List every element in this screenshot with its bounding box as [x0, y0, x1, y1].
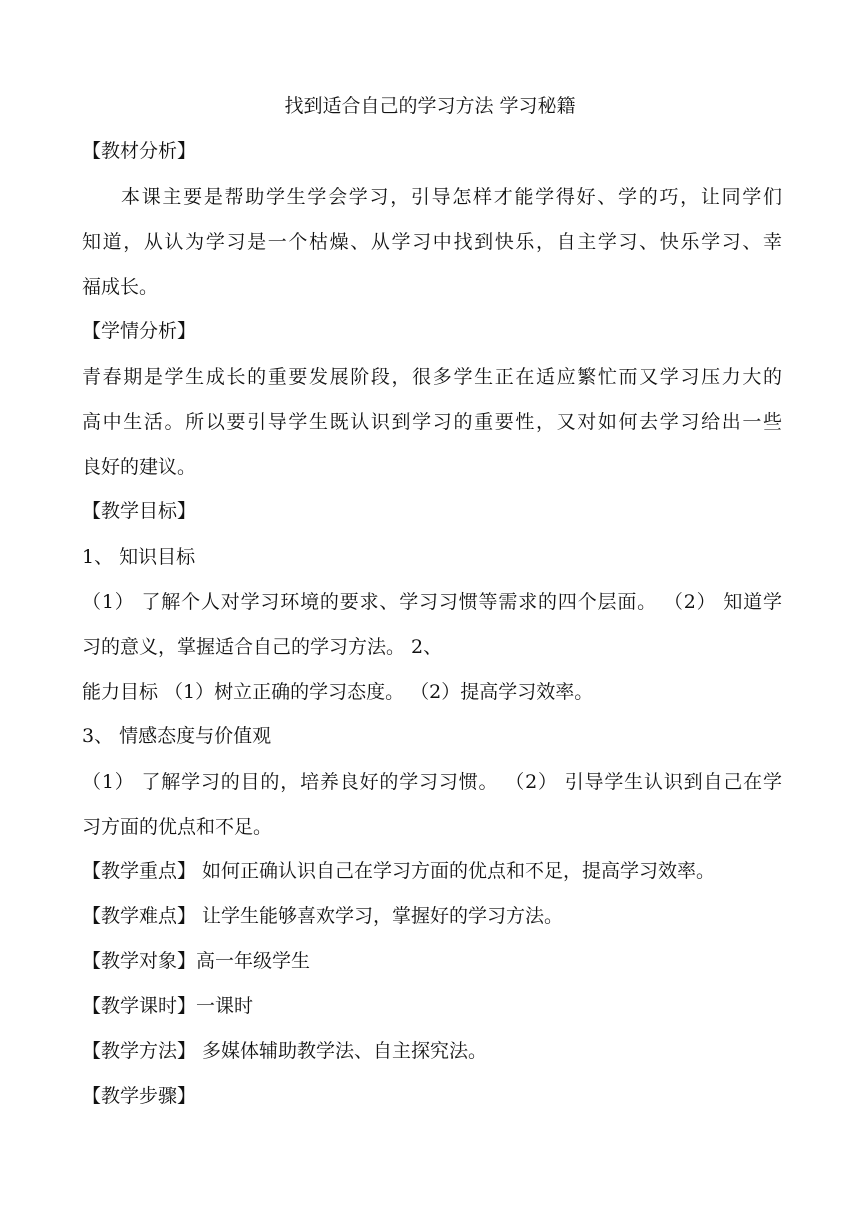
goal-line: 习的意义，掌握适合自己的学习方法。 2、 — [82, 636, 443, 658]
paragraph-line: 高中生活。所以要引导学生既认识到学习的重要性，又对如何去学习给出一些 — [82, 411, 782, 433]
paragraph-line: 青春期是学生成长的重要发展阶段，很多学生正在适应繁忙而又学习压力大的 — [82, 366, 782, 388]
document-title: 找到适合自己的学习方法 学习秘籍 — [284, 95, 576, 117]
goal-line: 1、 知识目标 — [82, 546, 196, 568]
goal-line: 习方面的优点和不足。 — [82, 816, 273, 838]
paragraph-line: 本课主要是帮助学生学会学习，引导怎样才能学得好、学的巧，让同学们 — [121, 186, 782, 208]
difficulties-line: 【教学难点】 让学生能够喜欢学习，掌握好的学习方法。 — [82, 905, 564, 927]
audience-line: 【教学对象】高一年级学生 — [82, 950, 311, 972]
methods-line: 【教学方法】 多媒体辅助教学法、自主探究法。 — [82, 1040, 488, 1062]
paragraph-line: 良好的建议。 — [82, 456, 197, 478]
paragraph-line: 知道，从认为学习是一个枯燥、从学习中找到快乐，自主学习、快乐学习、幸 — [82, 231, 782, 253]
key-points-line: 【教学重点】 如何正确认识自己在学习方面的优点和不足，提高学习效率。 — [82, 860, 716, 882]
section-heading-student-analysis: 【学情分析】 — [82, 320, 197, 342]
goal-line: （1） 了解个人对学习环境的要求、学习习惯等需求的四个层面。 （2） 知道学 — [82, 591, 782, 613]
paragraph-line: 福成长。 — [82, 276, 159, 298]
section-heading-teaching-steps: 【教学步骤】 — [82, 1085, 197, 1107]
section-heading-material-analysis: 【教材分析】 — [82, 140, 197, 162]
goal-line: 能力目标 （1）树立正确的学习态度。 （2）提高学习效率。 — [82, 681, 594, 703]
goal-line: 3、 情感态度与价值观 — [82, 725, 272, 747]
section-heading-teaching-goals: 【教学目标】 — [82, 500, 197, 522]
class-hours-line: 【教学课时】一课时 — [82, 995, 254, 1017]
goal-line: （1） 了解学习的目的，培养良好的学习习惯。 （2） 引导学生认识到自己在学 — [82, 771, 782, 793]
